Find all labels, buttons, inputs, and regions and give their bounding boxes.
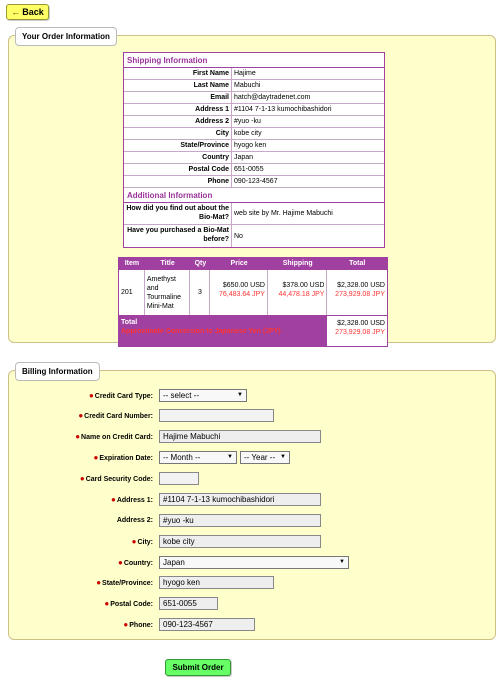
card-type-selected: -- select --	[163, 391, 199, 400]
order-grand-total	[327, 316, 387, 346]
card-type-label	[9, 391, 159, 400]
cell-qty: 3	[190, 270, 210, 315]
additional-label: How did you find out about the Bio-Mat?	[124, 203, 232, 224]
col-header-item: Item	[124, 260, 140, 267]
additional-info-title: Additional Information	[124, 188, 384, 203]
additional-label: Have you purchased a Bio-Mat before?	[124, 225, 232, 247]
field-row-security-code	[9, 472, 199, 485]
required-marker: ●	[131, 537, 137, 546]
card-number-input[interactable]	[159, 409, 274, 422]
expiration-year-selected: -- Year --	[244, 453, 276, 462]
col-header-total: Total	[349, 260, 366, 267]
card-number-label-text: Credit Card Number:	[84, 413, 153, 420]
ship-value: kobe city	[234, 130, 262, 137]
dropdown-arrow-icon: ▼	[339, 559, 345, 565]
cell-title: Amethyst and Tourmaline Mini-Mat	[145, 270, 191, 315]
address1-input[interactable]: #1104 7-1-13 kumochibashidori	[159, 493, 321, 506]
cell-price	[210, 270, 268, 315]
field-row-state	[9, 576, 274, 589]
ship-label: Email	[124, 92, 232, 103]
field-row-expiration	[9, 451, 290, 464]
ship-row-country	[124, 152, 384, 164]
country-selected: Japan	[163, 558, 185, 567]
field-row-card-number	[9, 409, 274, 422]
order-total-row	[119, 316, 387, 346]
cell-total	[327, 270, 387, 315]
address1-label	[9, 495, 159, 504]
ship-label: Last Name	[124, 80, 232, 91]
price-usd: $650.00 USD	[222, 282, 265, 289]
ship-value: #1104 7-1-13 kumochibashidori	[234, 106, 332, 113]
cell-shipping	[268, 270, 328, 315]
field-row-country	[9, 556, 349, 569]
order-table	[118, 257, 388, 347]
order-total-label-cell	[119, 316, 327, 346]
ship-label: City	[124, 128, 232, 139]
postal-input[interactable]: 651-0055	[159, 597, 218, 610]
back-button[interactable]	[6, 4, 49, 20]
name-on-card-label	[9, 432, 159, 441]
ship-label: Postal Code	[124, 164, 232, 175]
col-header-price: Price	[230, 260, 248, 267]
required-marker: ●	[88, 391, 94, 400]
expiration-label-text: Expiration Date:	[99, 455, 153, 462]
address1-label-text: Address 1:	[116, 497, 153, 504]
ship-row-last-name	[124, 80, 384, 92]
ship-row-city	[124, 128, 384, 140]
ship-value: Hajime	[234, 70, 256, 77]
submit-order-button[interactable]: Submit Order	[165, 659, 231, 676]
postal-label	[9, 599, 159, 608]
additional-row-purchased	[124, 225, 384, 247]
security-code-label-text: Card Security Code:	[85, 476, 153, 483]
ship-label: Phone	[124, 176, 232, 187]
dropdown-arrow-icon: ▼	[227, 454, 233, 460]
ship-row-email	[124, 92, 384, 104]
ship-row-address1	[124, 104, 384, 116]
card-type-select[interactable]	[159, 389, 247, 402]
ship-label: Address 2	[124, 116, 232, 127]
ship-value: 090-123-4567	[234, 178, 278, 185]
name-on-card-label-text: Name on Credit Card:	[81, 434, 153, 441]
order-table-header	[119, 258, 387, 270]
postal-label-text: Postal Code:	[110, 601, 153, 608]
back-arrow-icon: ←	[11, 7, 21, 17]
ship-value: hatch@daytradenet.com	[234, 94, 311, 101]
additional-value: web site by Mr. Hajime Mabuchi	[234, 210, 333, 217]
security-code-label	[9, 474, 159, 483]
shipping-jpy: 44,478.18 JPY	[278, 291, 325, 298]
shipping-info-title: Shipping Information	[124, 53, 384, 68]
phone-label-text: Phone:	[129, 622, 153, 629]
field-row-address1	[9, 493, 321, 506]
country-label	[9, 558, 159, 567]
city-input[interactable]: kobe city	[159, 535, 321, 548]
ship-value: #yuo -ku	[234, 118, 261, 125]
conversion-label: Approximate Conversion to Japanese Yen (JPY)	[121, 328, 281, 335]
order-info-legend: Your Order Information	[15, 27, 117, 46]
ship-row-phone	[124, 176, 384, 188]
back-button-label: Back	[22, 7, 44, 17]
field-row-city	[9, 535, 321, 548]
total-jpy: 273,929.08 JPY	[335, 291, 385, 298]
ship-label: First Name	[124, 68, 232, 79]
dropdown-arrow-icon: ▼	[237, 392, 243, 398]
ship-value: Mabuchi	[234, 82, 261, 89]
col-header-qty: Qty	[194, 260, 207, 267]
field-row-phone	[9, 618, 255, 631]
required-marker: ●	[75, 432, 81, 441]
ship-label: State/Province	[124, 140, 232, 151]
expiration-year-select[interactable]	[240, 451, 290, 464]
required-marker: ●	[123, 620, 129, 629]
country-label-text: Country:	[123, 560, 153, 567]
billing-info-section	[8, 367, 496, 640]
shipping-usd: $378.00 USD	[282, 282, 325, 289]
billing-info-legend: Billing Information	[15, 362, 100, 381]
additional-row-found	[124, 203, 384, 225]
phone-label	[9, 620, 159, 629]
expiration-label	[9, 453, 159, 462]
expiration-month-selected: -- Month --	[163, 453, 201, 462]
ship-value: Japan	[234, 154, 254, 161]
country-select[interactable]	[159, 556, 349, 569]
city-label-text: City:	[137, 539, 153, 546]
state-label	[9, 578, 159, 587]
required-marker: ●	[117, 558, 123, 567]
security-code-input[interactable]	[159, 472, 199, 485]
state-input[interactable]: hyogo ken	[159, 576, 274, 589]
field-row-postal	[9, 597, 218, 610]
ship-value: 651-0055	[234, 166, 264, 173]
ship-row-state	[124, 140, 384, 152]
name-on-card-input[interactable]: Hajime Mabuchi	[159, 430, 321, 443]
ship-label: Address 1	[124, 104, 232, 115]
required-marker: ●	[104, 599, 110, 608]
table-row	[119, 270, 387, 316]
field-row-card-type	[9, 389, 247, 402]
required-marker: ●	[93, 453, 99, 462]
required-marker: ●	[96, 578, 102, 587]
ship-row-postal	[124, 164, 384, 176]
city-label	[9, 537, 159, 546]
required-marker: ●	[79, 474, 85, 483]
field-row-address2	[9, 514, 321, 527]
address2-label: Address 2:	[116, 517, 153, 524]
ship-label: Country	[124, 152, 232, 163]
required-marker: ●	[110, 495, 116, 504]
ship-row-address2	[124, 116, 384, 128]
order-total-label: Total	[121, 319, 138, 326]
field-row-name-on-card	[9, 430, 321, 443]
grand-total-usd: $2,328.00 USD	[337, 320, 385, 327]
additional-value: No	[234, 232, 243, 240]
ship-value: hyogo ken	[234, 142, 267, 149]
shipping-info-table	[123, 52, 385, 248]
phone-input[interactable]: 090-123-4567	[159, 618, 255, 631]
expiration-month-select[interactable]	[159, 451, 237, 464]
col-header-shipping: Shipping	[282, 260, 313, 267]
grand-total-jpy: 273,929.08 JPY	[335, 329, 385, 336]
cell-item: 201	[119, 270, 145, 315]
card-number-label	[9, 411, 159, 420]
col-header-title: Title	[160, 260, 175, 267]
state-label-text: State/Province:	[102, 580, 153, 587]
required-marker: ●	[78, 411, 84, 420]
address2-input[interactable]: #yuo -ku	[159, 514, 321, 527]
total-usd: $2,328.00 USD	[337, 282, 385, 289]
ship-row-first-name	[124, 68, 384, 80]
price-jpy: 76,483.64 JPY	[218, 291, 265, 298]
card-type-label-text: Credit Card Type:	[94, 393, 153, 400]
dropdown-arrow-icon: ▼	[280, 454, 286, 460]
